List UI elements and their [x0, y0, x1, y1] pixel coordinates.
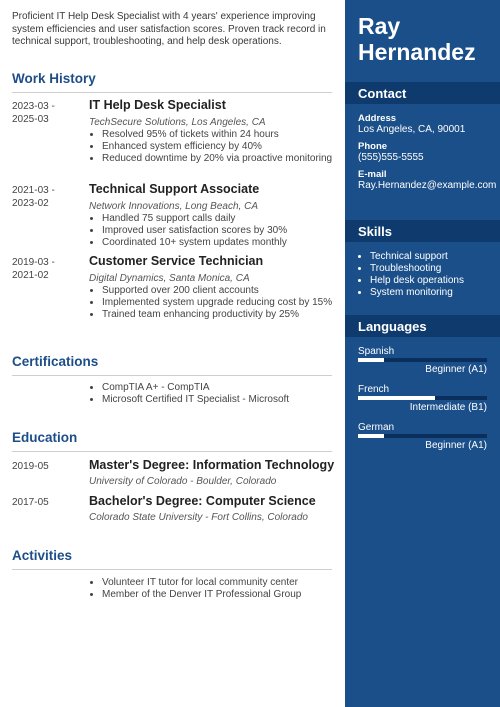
list-item: • Microsoft Certified IT Specialist - Microsoft [102, 394, 342, 406]
candidate-name: Ray Hernandez [358, 13, 476, 65]
language-item [358, 422, 487, 451]
education-section [12, 430, 332, 452]
bullet: • Resolved 95% of tickets within 24 hours [102, 129, 342, 141]
bullet: • Handled 75 support calls daily [102, 213, 342, 225]
proficiency-fill [358, 396, 435, 400]
sidebar [345, 0, 500, 707]
section-title: Education [12, 430, 78, 445]
degree: Master's Degree: Information Technology [89, 458, 335, 472]
job-title: Technical Support Associate [89, 182, 260, 196]
language-item [358, 346, 487, 375]
job-bullets [89, 285, 342, 322]
address-value: Los Angeles, CA, 90001 [358, 124, 466, 135]
skills-list [358, 251, 464, 299]
school: Colorado State University - Fort Collins, Colorado [89, 512, 308, 523]
job-bullets [89, 213, 342, 250]
phone-value: (555)555-5555 [358, 152, 424, 163]
section-title: Certifications [12, 354, 99, 369]
professional-summary: Proficient IT Help Desk Specialist with 4 years' experience improving system efficiencies and user satisfaction scores. Proven track record in technical support, troubleshooting, and help desk operations. [12, 11, 326, 48]
list-item: • CompTIA A+ - CompTIA [102, 382, 342, 394]
job-title: IT Help Desk Specialist [89, 98, 226, 112]
language-name: Spanish [358, 346, 395, 357]
bullet: • Reduced downtime by 20% via proactive monitoring [102, 153, 342, 165]
language-name: German [358, 422, 395, 433]
work-dates: 2021-03 - 2023-02 [12, 185, 55, 209]
company: Digital Dynamics, Santa Monica, CA [89, 273, 250, 284]
school: University of Colorado - Boulder, Colorado [89, 476, 277, 487]
proficiency-bar [358, 396, 487, 400]
language-level: Beginner (A1) [425, 364, 487, 375]
skill-item: • System monitoring [370, 287, 464, 299]
certifications-list [89, 382, 342, 406]
languages-header: Languages [345, 315, 500, 337]
bullet: • Coordinated 10+ system updates monthly [102, 237, 342, 249]
phone-label: Phone [358, 141, 388, 152]
work-history-section [12, 71, 332, 93]
activities-section [12, 548, 332, 570]
bullet: • Supported over 200 client accounts [102, 285, 342, 297]
job-title: Customer Service Technician [89, 254, 264, 268]
section-divider [12, 569, 332, 570]
proficiency-bar [358, 434, 487, 438]
list-item: • Volunteer IT tutor for local community center [102, 577, 342, 589]
section-title: Work History [12, 71, 96, 86]
company: TechSecure Solutions, Los Angeles, CA [89, 117, 266, 128]
certifications-section [12, 354, 332, 376]
email-label: E-mail [358, 169, 387, 180]
bullet: • Trained team enhancing productivity by 25% [102, 309, 342, 321]
section-divider [12, 375, 332, 376]
degree: Bachelor's Degree: Computer Science [89, 494, 316, 508]
language-level: Intermediate (B1) [409, 402, 487, 413]
section-divider [12, 92, 332, 93]
proficiency-fill [358, 434, 384, 438]
proficiency-bar [358, 358, 487, 362]
list-item: • Member of the Denver IT Professional Group [102, 589, 342, 601]
education-date: 2017-05 [12, 497, 49, 508]
section-title: Activities [12, 548, 73, 563]
proficiency-fill [358, 358, 384, 362]
language-name: French [358, 384, 390, 395]
company: Network Innovations, Long Beach, CA [89, 201, 258, 212]
education-date: 2019-05 [12, 461, 49, 472]
bullet: • Enhanced system efficiency by 40% [102, 141, 342, 153]
skill-item: • Help desk operations [370, 275, 464, 287]
email-value: Ray.Hernandez@example.com [358, 180, 497, 191]
activities-list [89, 577, 342, 601]
work-dates: 2023-03 - 2025-03 [12, 101, 55, 125]
skills-header: Skills [345, 220, 500, 242]
skill-item: • Troubleshooting [370, 263, 464, 275]
section-divider [12, 451, 332, 452]
work-dates: 2019-03 - 2021-02 [12, 257, 55, 281]
language-level: Beginner (A1) [425, 440, 487, 451]
bullet: • Improved user satisfaction scores by 30% [102, 225, 342, 237]
job-bullets [89, 129, 342, 166]
bullet: • Implemented system upgrade reducing cost by 15% [102, 297, 342, 309]
language-item [358, 384, 487, 413]
address-label: Address [358, 113, 397, 124]
contact-header: Contact [345, 82, 500, 104]
skill-item: • Technical support [370, 251, 464, 263]
